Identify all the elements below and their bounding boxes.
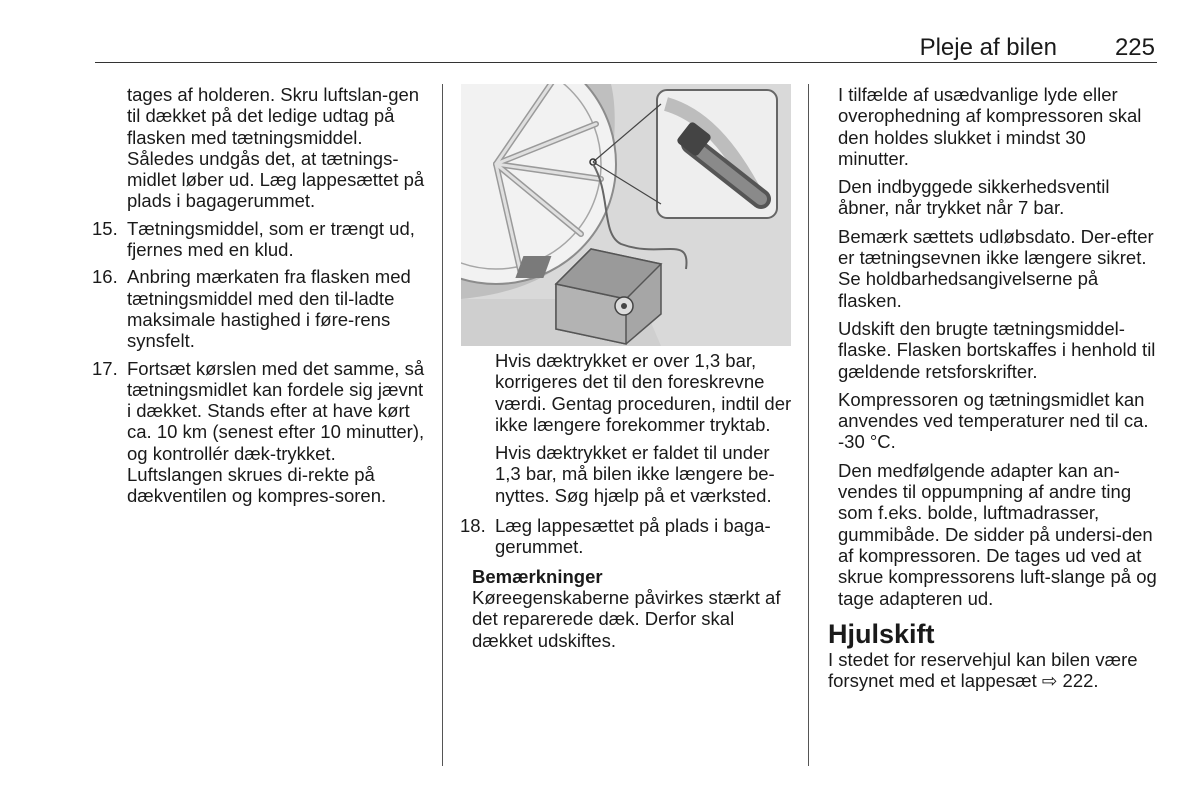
page-number: 225 [1114, 34, 1155, 61]
step-15 [92, 218, 427, 261]
section-title: Pleje af bilen [919, 34, 1057, 61]
column-3 [828, 84, 1158, 691]
step-number: 18. [460, 515, 486, 537]
paragraph: Den medfølgende adapter kan an-vendes til oppumpning af andre ting som f.eks. bolde, luftmadrasser, gummibåde. De sidder på undersi-den af kompressoren. De tages ud ved at skrue kompressorens luft-slange på og tage adapteren ud. [838, 459, 1157, 609]
step-16 [92, 266, 427, 351]
pressure-paragraph-2: Hvis dæktrykket er faldet til under 1,3 bar, må bilen ikke længere be-nyttes. Søg hjælp på et værksted. [495, 442, 775, 506]
step-17 [92, 358, 427, 507]
step-text: Læg lappesættet på plads i baga-gerummet. [495, 515, 771, 558]
page-header [95, 30, 1157, 63]
column-1 [92, 84, 427, 507]
page-reference-link[interactable]: 222. [1062, 670, 1099, 692]
paragraph: Udskift den brugte tætningsmiddel-flaske. Flasken bortskaffes i henhold til gældende retsforskrifter. [838, 317, 1156, 382]
page-reference-arrow-icon: ⇨ [1041, 670, 1058, 692]
paragraph: Kompressoren og tætningsmidlet kan anvendes ved temperaturer ned til ca. -30 °C. [838, 388, 1149, 453]
column-divider-1 [442, 84, 443, 766]
continuation-text: tages af holderen. Skru luftslan-gen til dækket på det ledige udtag på flasken med tætningsmiddel. Således undgås det, at tætnings-midlet løber ud. Læg lappesættet på plads i bagagerummet. [127, 84, 425, 212]
step-number: 15. [92, 217, 118, 239]
note-text: Køreegenskaberne påvirkes stærkt af det reparerede dæk. Derfor skal dækket udskiftes. [472, 586, 781, 651]
note-heading: Bemærkninger [472, 565, 603, 587]
paragraph: Den indbyggede sikkerhedsventil åbner, når trykket når 7 bar. [838, 176, 1110, 219]
step-text: Anbring mærkaten fra flasken med tætningsmiddel med den til-ladte maksimale hastighed i føre-rens synsfelt. [127, 266, 411, 352]
column-2 [460, 350, 795, 651]
step-number: 17. [92, 357, 118, 379]
paragraph: I tilfælde af usædvanlige lyde eller overophedning af kompressoren skal den holdes slukket i mindst 30 minutter. [838, 84, 1142, 169]
step-text: Tætningsmiddel, som er trængt ud, fjernes med en klud. [127, 217, 415, 261]
hjulskift-body: I stedet for reservehjul kan bilen være forsynet med et lappesæt [828, 648, 1138, 692]
section-heading-hjulskift: Hjulskift [828, 618, 935, 649]
tire-repair-kit-illustration [461, 84, 791, 346]
paragraph: Bemærk sættets udløbsdato. Der-efter er tætningsevnen ikke længere sikret. Se holdbarhedsangivelserne på flasken. [838, 225, 1154, 311]
step-18 [460, 515, 795, 558]
step-number: 16. [92, 266, 118, 288]
hjulskift-text [828, 649, 1158, 692]
pressure-paragraph-1: Hvis dæktrykket er over 1,3 bar, korrigeres det til den foreskrevne værdi. Gentag proceduren, indtil der ikke længere forekommer tryktab. [495, 350, 792, 435]
step-text: Fortsæt kørslen med det samme, så tætningsmidlet kan fordele sig jævnt i dækket. Stands efter at have kørt ca. 10 km (senest efter 10 minutter), og kontrollér dæk-trykket. Luftslangen skrues di-rekte på dækventilen og kompres-soren. [127, 357, 425, 507]
column-divider-2 [808, 84, 809, 766]
